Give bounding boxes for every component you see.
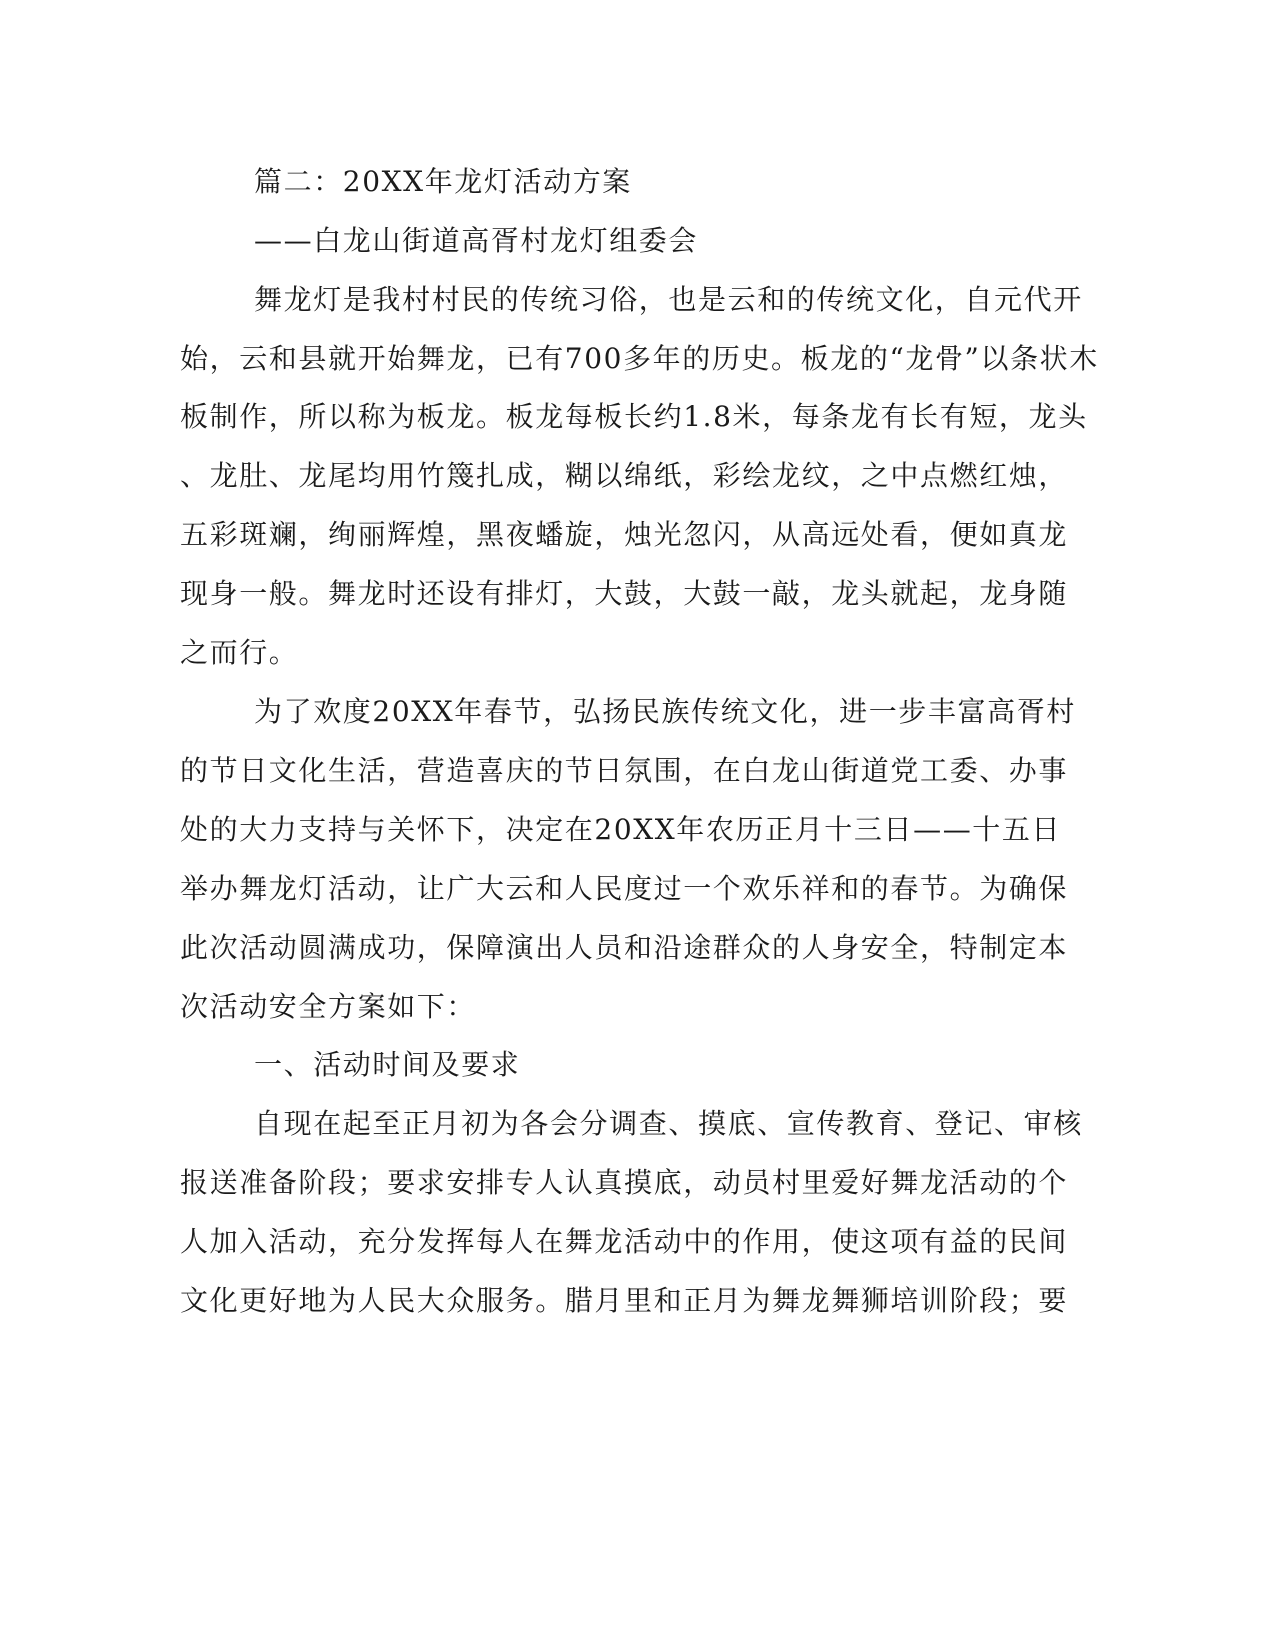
paragraph-line: 人加入活动，充分发挥每人在舞龙活动中的作用，使这项有益的民间 bbox=[180, 1225, 1069, 1258]
paragraph-line: 舞龙灯是我村村民的传统习俗，也是云和的传统文化，自元代开 bbox=[254, 283, 1083, 316]
paragraph-line: 处的大力支持与关怀下，决定在20XX年农历正月十三日——十五日 bbox=[180, 813, 1062, 846]
paragraph-line: 、龙肚、龙尾均用竹篾扎成，糊以绵纸，彩绘龙纹，之中点燃红烛， bbox=[180, 459, 1069, 492]
paragraph-line: 的节日文化生活，营造喜庆的节日氛围，在白龙山街道党工委、办事 bbox=[180, 754, 1069, 787]
paragraph-line: 此次活动圆满成功，保障演出人员和沿途群众的人身安全，特制定本 bbox=[180, 931, 1069, 964]
section-heading: 一、活动时间及要求 bbox=[254, 1048, 521, 1081]
document-title: 篇二：20XX年龙灯活动方案 bbox=[254, 165, 632, 198]
paragraph-line: 文化更好地为人民大众服务。腊月里和正月为舞龙舞狮培训阶段；要 bbox=[180, 1284, 1069, 1317]
paragraph-line: 五彩斑斓，绚丽辉煌，黑夜蟠旋，烛光忽闪，从高远处看，便如真龙 bbox=[180, 518, 1069, 551]
paragraph-line: 始，云和县就开始舞龙，已有700多年的历史。板龙的“龙骨”以条状木 bbox=[180, 342, 1099, 375]
paragraph-line: 为了欢度20XX年春节，弘扬民族传统文化，进一步丰富高胥村 bbox=[254, 695, 1076, 728]
paragraph-line: 现身一般。舞龙时还设有排灯，大鼓，大鼓一敲，龙头就起，龙身随 bbox=[180, 577, 1069, 610]
document-subtitle: ——白龙山街道高胥村龙灯组委会 bbox=[254, 224, 699, 257]
paragraph-line: 之而行。 bbox=[180, 636, 299, 669]
paragraph-line: 举办舞龙灯活动，让广大云和人民度过一个欢乐祥和的春节。为确保 bbox=[180, 872, 1069, 905]
paragraph-line: 次活动安全方案如下： bbox=[180, 990, 477, 1023]
paragraph-line: 自现在起至正月初为各会分调查、摸底、宣传教育、登记、审核 bbox=[254, 1107, 1083, 1140]
paragraph-line: 板制作，所以称为板龙。板龙每板长约1.8米，每条龙有长有短，龙头 bbox=[180, 400, 1088, 433]
paragraph-line: 报送准备阶段；要求安排专人认真摸底，动员村里爱好舞龙活动的个 bbox=[180, 1166, 1069, 1199]
